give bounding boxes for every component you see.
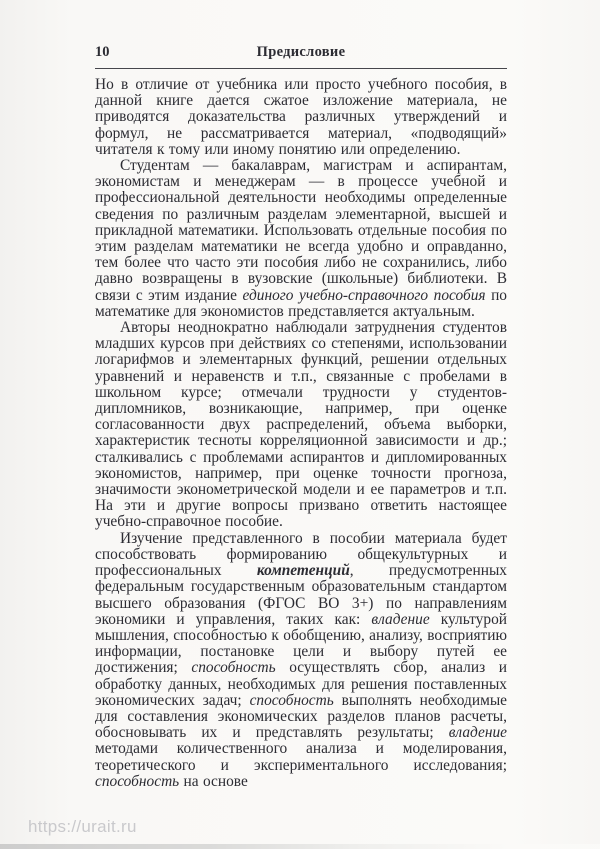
page-column	[95, 44, 507, 790]
text-run: , предусмотренных федеральным государственным образовательным стандартом высшего образования (ФГОС ВО 3+) по направлениям экономики и управления, таких как:	[95, 562, 507, 628]
text-run: Изучение представленного в пособии материала будет способствовать формированию общекультурных и профессиональных	[95, 529, 507, 580]
emphasized-text: владение	[371, 610, 430, 628]
emphasized-text: владение	[448, 724, 507, 742]
text-run: осуществлять сбор, анализ и обработку данных, необходимых для решения поставленных экономических задач;	[95, 659, 507, 709]
emphasized-text: способность	[191, 659, 276, 677]
paragraph	[95, 158, 507, 320]
page-title: Предисловие	[256, 44, 346, 60]
text-run: методами количественного анализа и моделирования, теоретического и экспериментального исследования;	[95, 740, 507, 774]
text-run: по математике для экономистов представляется актуальным.	[95, 286, 508, 320]
body-text	[95, 77, 507, 790]
emphasized-text: способность	[95, 772, 180, 790]
text-run: выполнять необходимые для составления экономических разделов планов расчеты, обосновывать их и представлять результаты;	[95, 691, 507, 742]
running-head	[95, 44, 507, 64]
paragraph	[95, 77, 507, 158]
paragraph	[95, 531, 507, 790]
header-rule	[95, 68, 507, 69]
text-run: на основе	[179, 772, 248, 790]
text-run: Студентам — бакалаврам, магистрам и аспирантам, экономистам и менеджерам — в процессе учебной и профессиональной деятельности необходимы определенные сведения по различным разделам элементарной, высшей и прикладной математики. Использовать отдельные пособия по этим разделам математики не всегда удобно и оправданно, тем более что часто эти пособия либо не сохранились, либо давно возвращены в вузовские (школьные) библиотеки. В связи с этим издание	[95, 157, 507, 304]
text-run: культурой мышления, способностью к обобщению, анализу, восприятию информации, постановке цели и выбору путей ее достижения;	[95, 610, 507, 677]
emphasized-text: компетенций	[256, 562, 350, 580]
page-number: 10	[95, 44, 110, 60]
watermark-url: https://urait.ru	[28, 817, 137, 836]
text-run: Авторы неоднократно наблюдали затруднения студентов младших курсов при действиях со степенями, использовании логарифмов и элементарных функций, решении отдельных уравнений и неравенств и т.п., связанные с пробелами в школьном курсе; отмечали трудности у студентов-дипломников, возникающие, например, при оценке согласованности двух распределений, объема выборки, характеристик тесноты корреляционной зависимости и др.; сталкивались с проблемами аспирантов и дипломированных экономистов, например, при оценке точности прогноза, значимости эконометрической модели и ее параметров и т.п. На эти и другие вопросы призвано ответить настоящее учебно-справочное пособие.	[95, 319, 507, 531]
text-run: Но в отличие от учебника или просто учебного пособия, в данной книге дается сжатое изложение материала, не приводятся доказательства различных утверждений и формул, не рассматривается материал, «подводящий» читателя к тому или иному понятию или определению.	[95, 76, 507, 158]
emphasized-text: способность	[249, 691, 334, 709]
emphasized-text: единого учебно-справочного пособия	[242, 286, 486, 304]
scan-bottom-edge-shadow	[0, 844, 600, 849]
paragraph	[95, 320, 507, 531]
